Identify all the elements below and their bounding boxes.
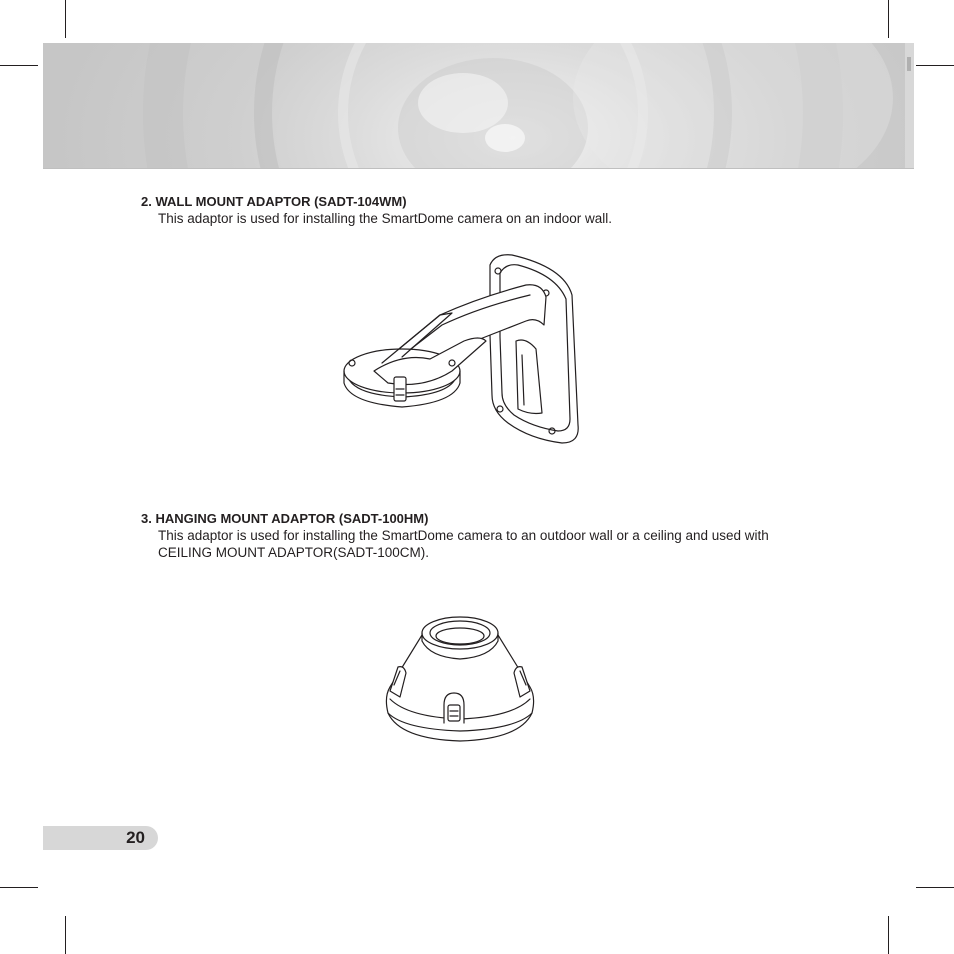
page-number-tab xyxy=(43,826,158,850)
crop-mark xyxy=(888,0,889,38)
camera-lens-image xyxy=(43,43,914,168)
crop-mark xyxy=(916,887,954,888)
page-number: 20 xyxy=(126,828,145,847)
section-title: 3. HANGING MOUNT ADAPTOR (SADT-100HM) xyxy=(141,511,429,526)
crop-mark xyxy=(65,0,66,38)
wall-mount-adaptor-illustration xyxy=(330,245,590,455)
crop-mark xyxy=(0,65,38,66)
crop-mark xyxy=(888,916,889,954)
crop-mark xyxy=(916,65,954,66)
header-banner xyxy=(43,43,914,169)
hanging-mount-adaptor-illustration xyxy=(380,605,540,745)
section-wall-mount xyxy=(141,194,798,227)
section-title: 2. WALL MOUNT ADAPTOR (SADT-104WM) xyxy=(141,194,407,209)
crop-mark xyxy=(65,916,66,954)
section-description: This adaptor is used for installing the SmartDome camera to an outdoor wall or a ceiling and used with CEILING MOUNT ADAPTOR(SADT-100CM). xyxy=(158,528,769,560)
section-description: This adaptor is used for installing the SmartDome camera on an indoor wall. xyxy=(158,211,612,226)
section-hanging-mount xyxy=(141,511,798,561)
crop-mark xyxy=(0,887,38,888)
